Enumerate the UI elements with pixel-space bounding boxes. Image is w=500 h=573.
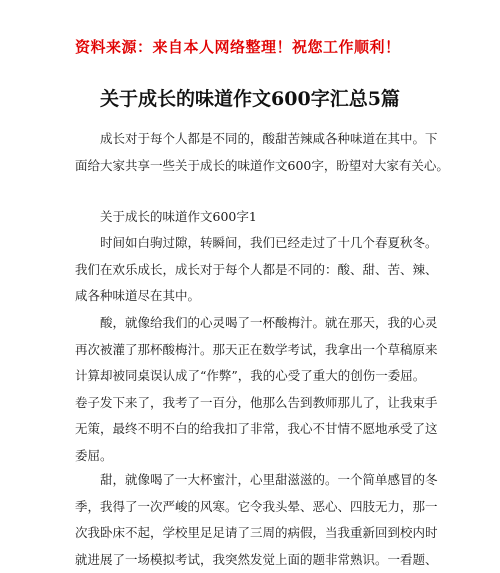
paragraph-line: 甜，就像喝了一大杯蜜汁，心里甜滋滋的。一个简单感冒的冬 bbox=[75, 467, 435, 494]
paragraph-line: 计算却被同桌误认成了“作弊”，我的心受了重大的创伤一委屈。 bbox=[75, 363, 435, 390]
paragraph-line: 再次被灌了那杯酸梅汁。那天正在数学考试，我拿出一个草稿原来 bbox=[75, 337, 435, 364]
document-title: 关于成长的味道作文600字汇总5篇 bbox=[0, 84, 500, 111]
essay-heading-text: 关于成长的味道作文600字1 bbox=[75, 204, 435, 231]
paragraph-line: 我们在欢乐成长，成长对于每个人都是不同的：酸、甜、苦、辣、 bbox=[75, 257, 435, 284]
paragraph-line: 委屈。 bbox=[75, 443, 435, 470]
paragraph-line: 时间如白驹过隙，转瞬间，我们已经走过了十几个春夏秋冬。 bbox=[75, 230, 435, 257]
intro-paragraph bbox=[75, 126, 435, 179]
paragraph-line: 酸，就像给我们的心灵喝了一杯酸梅汁。就在那天，我的心灵 bbox=[75, 310, 435, 337]
paragraph-line: 次我卧床不起，学校里足足请了三周的病假，当我重新回到校内时 bbox=[75, 520, 435, 547]
intro-line: 成长对于每个人都是不同的，酸甜苦辣咸各种味道在其中。下 bbox=[75, 126, 435, 153]
intro-line: 面给大家共享一些关于成长的味道作文600字，盼望对大家有关心。 bbox=[75, 153, 435, 180]
paragraph-line: 咸各种味道尽在其中。 bbox=[75, 283, 435, 310]
source-banner: 资料来源：来自本人网络整理！祝您工作顺利！ bbox=[75, 36, 401, 57]
paragraph-2 bbox=[75, 310, 435, 469]
paragraph-line: 就进展了一场模拟考试，我突然发觉上面的题非常熟识。一看题、 bbox=[75, 547, 435, 573]
paragraph-3 bbox=[75, 467, 435, 573]
paragraph-line: 无策，最终不明不白的给我扣了非常，我心不甘情不愿地承受了这 bbox=[75, 416, 435, 443]
paragraph-line: 卷子发下来了，我考了一百分，他那么告到教师那儿了，让我束手 bbox=[75, 390, 435, 417]
paragraph-line: 季，我得了一次严峻的风寒。它令我头晕、恶心、四肢无力，那一 bbox=[75, 494, 435, 521]
essay-heading bbox=[75, 204, 435, 231]
paragraph-1 bbox=[75, 230, 435, 310]
